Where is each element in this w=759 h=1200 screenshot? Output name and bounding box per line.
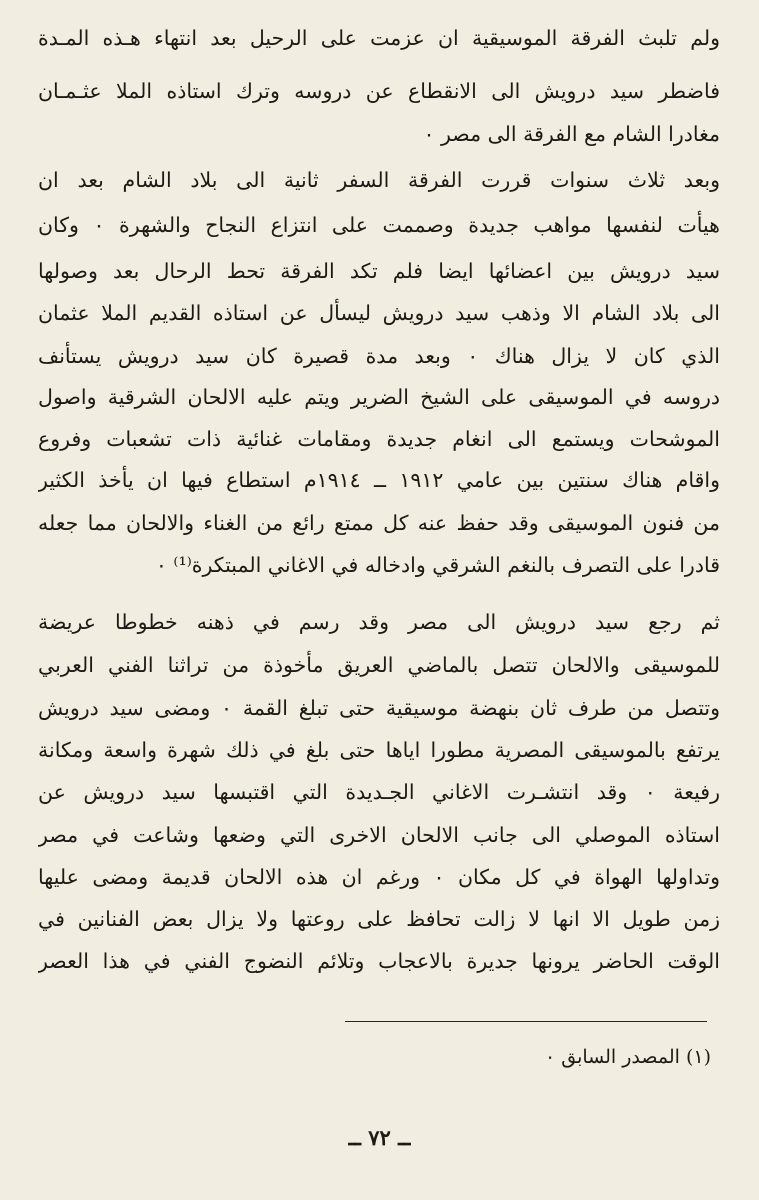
text-line: استاذه الموصلي الى جانب الالحان الاخرى التي وضعها وشاعت في مصر	[38, 823, 720, 847]
text-line: للموسيقى والالحان تتصل بالماضي العريق مأخوذة من تراثنا الفني العربي	[38, 653, 720, 677]
text-line: واقام هناك سنتين بين عامي ١٩١٢ ــ ١٩١٤م استطاع فيها ان يأخذ الكثير	[38, 468, 720, 492]
text-line: فاضطر سيد درويش الى الانقطاع عن دروسه وترك استاذه الملا عثـمـان	[38, 79, 720, 103]
text-line: الموشحات ويستمع الى انغام جديدة ومقامات غنائية ذات تشعبات وفروع	[38, 427, 720, 451]
footnote: (١) المصدر السابق ٠	[544, 1046, 711, 1068]
text-line: قادرا على التصرف بالنغم الشرقي وادخاله في الاغاني المبتكرة⁽¹⁾ ٠	[155, 553, 720, 577]
text-line: مغادرا الشام مع الفرقة الى مصر ٠	[423, 122, 720, 146]
text-line: الذي كان لا يزال هناك ٠ وبعد مدة قصيرة كان سيد درويش يستأنف	[38, 344, 720, 368]
text-line: وبعد ثلاث سنوات قررت الفرقة السفر ثانية الى بلاد الشام بعد ان	[38, 168, 720, 192]
text-line: دروسه في الموسيقى على الشيخ الضرير ويتم عليه الالحان الشرقية واصول	[38, 385, 720, 409]
text-line: رفيعة ٠ وقد انتشـرت الاغاني الجـديدة التي اقتبسها سيد درويش عن	[38, 780, 720, 804]
text-line: ثم رجع سيد درويش الى مصر وقد رسم في ذهنه خطوطا عريضة	[38, 610, 720, 634]
text-line: سيد درويش بين اعضائها ايضا فلم تكد الفرقة تحط الرحال بعد وصولها	[38, 259, 720, 283]
text-line: من فنون الموسيقى وقد حفظ عنه كل ممتع رائع من الغناء والالحان مما جعله	[38, 511, 720, 535]
text-line: هيأت لنفسها مواهب جديدة وصممت على انتزاع النجاح والشهرة ٠ وكان	[38, 213, 720, 237]
text-line: الوقت الحاضر يرونها جديرة بالاعجاب وتلائم النضوج الفني في هذا العصر	[38, 949, 720, 973]
text-line: يرتفع بالموسيقى المصرية مطورا اياها حتى بلغ في ذلك شهرة واسعة ومكانة	[38, 738, 720, 762]
text-line: وتتصل من طرف ثان بنهضة موسيقية حتى تبلغ القمة ٠ ومضى سيد درويش	[38, 696, 720, 720]
text-line: ولم تلبث الفرقة الموسيقية ان عزمت على الرحيل بعد انتهاء هـذه المـدة	[38, 26, 720, 50]
text-line: زمن طويل الا انها لا زالت تحافظ على روعتها ولا يزال بعض الفنانين في	[38, 907, 720, 931]
text-line: الى بلاد الشام الا وذهب سيد درويش ليسأل عن استاذه القديم الملا عثمان	[38, 301, 720, 325]
footnote-divider	[345, 1021, 707, 1022]
text-line: وتداولها الهواة في كل مكان ٠ ورغم ان هذه الالحان قديمة ومضى عليها	[38, 865, 720, 889]
page-number: ــ ٧٢ ــ	[348, 1125, 411, 1150]
